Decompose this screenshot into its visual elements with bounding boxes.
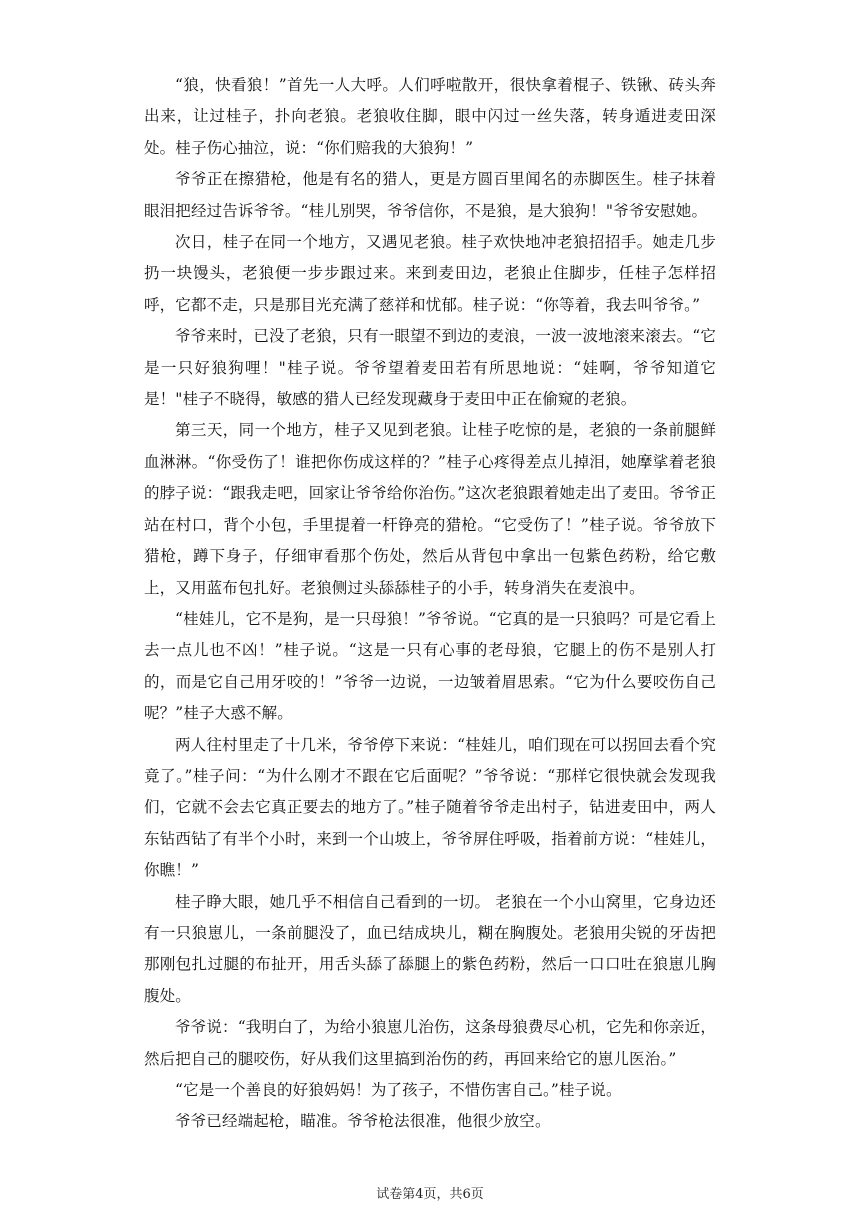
paragraph: “狼，快看狼！”首先一人大呼。人们呼啦散开，很快拿着棍子、铁锹、砖头奔出来，让过桂子，扑向老狼。老狼收住脚，眼中闪过一丝失落，转身遁进麦田深处。桂子伤心抽泣，说：“你们赔我的大狼狗！” <box>144 76 716 157</box>
paragraph: 第三天，同一个地方，桂子又见到老狼。让桂子吃惊的是，老狼的一条前腿鲜血淋淋。“你受伤了！谁把你伤成这样的？”桂子心疼得差点儿掉泪，她摩挲着老狼的脖子说：“跟我走吧，回家让爷爷给你治伤。”这次老狼跟着她走出了麦田。爷爷正站在村口，背个小包，手里提着一杆铮亮的猎枪。“它受伤了！”桂子说。爷爷放下猎枪，蹲下身子，仔细审看那个伤处，然后从背包中拿出一包紫色药粉，给它敷上，又用蓝布包扎好。老狼侧过头舔舔桂子的小手，转身消失在麦浪中。 <box>144 421 716 597</box>
paragraph: “它是一个善良的好狼妈妈！为了孩子，不惜伤害自己。”桂子说。 <box>175 1081 622 1099</box>
paragraph: 桂子睁大眼，她几乎不相信自己看到的一切。 老狼在一个小山窝里，它身边还有一只狼崽儿，一条前腿没了，血已结成块儿，糊在胸腹处。老狼用尖锐的牙齿把那刚包扎过腿的布扯开，用舌头舔了舔腿上的紫色药粉，然后一口口吐在狼崽儿胸腹处。 <box>144 892 716 1005</box>
paragraph: 爷爷正在擦猎枪，他是有名的猎人，更是方圆百里闻名的赤脚医生。桂子抹着眼泪把经过告诉爷爷。“桂儿别哭，爷爷信你，不是狼，是大狼狗！"爷爷安慰她。 <box>144 170 716 220</box>
paragraph: “桂娃儿，它不是狗，是一只母狼！”爷爷说。“它真的是一只狼吗？可是它看上去一点儿也不凶！”桂子说。“这是一只有心事的老母狼，它腿上的伤不是别人打的，而是它自己用牙咬的！”爷爷一边说，一边皱着眉思索。“它为什么要咬伤自己呢？”桂子大惑不解。 <box>144 609 716 723</box>
paragraph: 爷爷已经端起枪，瞄准。爷爷枪法很准，他很少放空。 <box>175 1112 551 1131</box>
paragraph: 两人往村里走了十几米，爷爷停下来说：“桂娃儿，咱们现在可以拐回去看个究竟了。”桂子问：“为什么刚才不跟在它后面呢？”爷爷说：“那样它很快就会发现我们，它就不会去它真正要去的地方了。”桂子随着爷爷走出村子，钻进麦田中，两人东钻西钻了有半个小时，来到一个山坡上，爷爷屏住呼吸，指着前方说：“桂娃儿，你瞧！” <box>144 735 716 880</box>
paragraph: 爷爷来时，已没了老狼，只有一眼望不到边的麦浪，一波一波地滚来滚去。“它是一只好狼狗哩！"桂子说。爷爷望着麦田若有所思地说：“娃啊，爷爷知道它是！"桂子不晓得，敏感的猎人已经发现藏身于麦田中正在偷窥的老狼。 <box>144 327 716 409</box>
page-footer: 试卷第4页，共6页 <box>376 1187 484 1202</box>
paragraph: 爷爷说：“我明白了，为给小狼崽儿治伤，这条母狼费尽心机，它先和你亲近，然后把自己的腿咬伤，好从我们这里搞到治伤的药，再回来给它的崽儿医治。” <box>144 1018 716 1068</box>
article-body <box>144 70 716 1138</box>
paragraph: 次日，桂子在同一个地方，又遇见老狼。桂子欢快地冲老狼招招手。她走几步扔一块馒头，老狼便一步步跟过来。来到麦田边，老狼止住脚步，任桂子怎样招呼，它都不走，只是那目光充满了慈祥和忧郁。桂子说：“你等着，我去叫爷爷。” <box>144 233 716 314</box>
